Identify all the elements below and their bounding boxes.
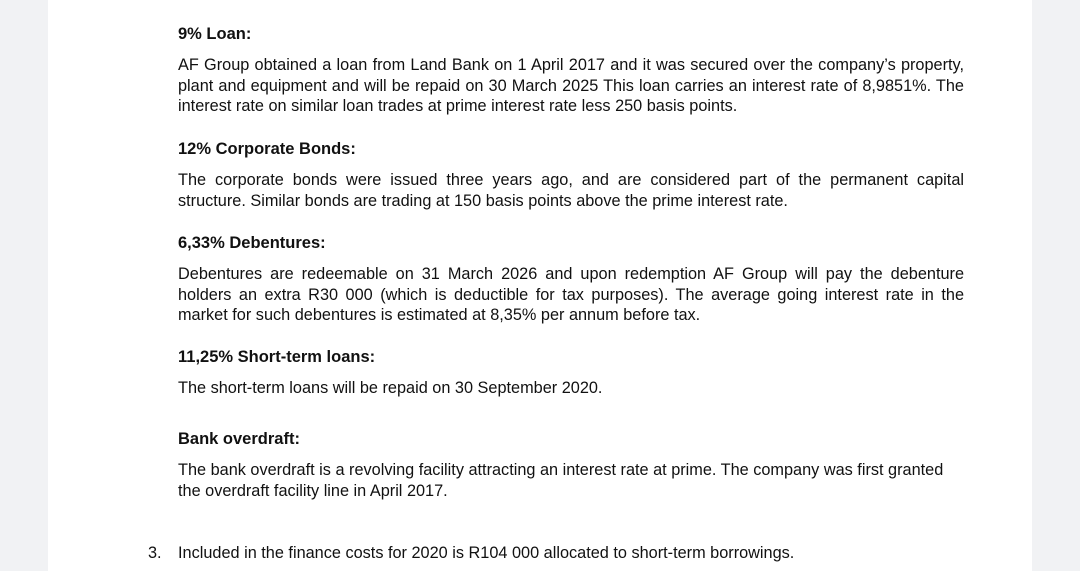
item-text: Included in the finance costs for 2020 is R104 000 allocated to short-term borrowings.	[178, 544, 795, 562]
section-corporate-bonds	[178, 139, 964, 211]
section-body: Debentures are redeemable on 31 March 2026 and upon redemption AF Group will pay the debenture holders an extra R30 000 (which is deductible for tax purposes). The average going interest rate in the market for such debentures is estimated at 8,35% per annum before tax.	[178, 265, 964, 324]
section-body: The bank overdraft is a revolving facility attracting an interest rate at prime. The company was first granted the overdraft facility line in April 2017.	[178, 461, 944, 500]
section-body: The short-term loans will be repaid on 30 September 2020.	[178, 379, 603, 397]
section-9-percent-loan	[178, 24, 964, 117]
section-short-term-loans	[178, 347, 964, 399]
section-heading: 6,33% Debentures:	[178, 234, 326, 252]
section-bank-overdraft	[178, 429, 964, 501]
section-body: AF Group obtained a loan from Land Bank on 1 April 2017 and it was secured over the company’s property, plant and equipment and will be repaid on 30 March 2025 This loan carries an interest rate of 8,9851%. The interest rate on similar loan trades at prime interest rate less 250 basis points.	[178, 56, 964, 115]
section-body: The corporate bonds were issued three years ago, and are considered part of the permanent capital structure. Similar bonds are trading at 150 basis points above the prime interest rate.	[178, 171, 964, 210]
section-heading: Bank overdraft:	[178, 430, 300, 448]
section-debentures	[178, 233, 964, 326]
document-page	[48, 0, 1032, 571]
section-heading: 11,25% Short-term loans:	[178, 348, 376, 366]
numbered-item-3	[148, 543, 948, 564]
section-heading: 12% Corporate Bonds:	[178, 140, 356, 158]
item-number: 3.	[148, 544, 162, 562]
section-heading: 9% Loan:	[178, 25, 252, 43]
